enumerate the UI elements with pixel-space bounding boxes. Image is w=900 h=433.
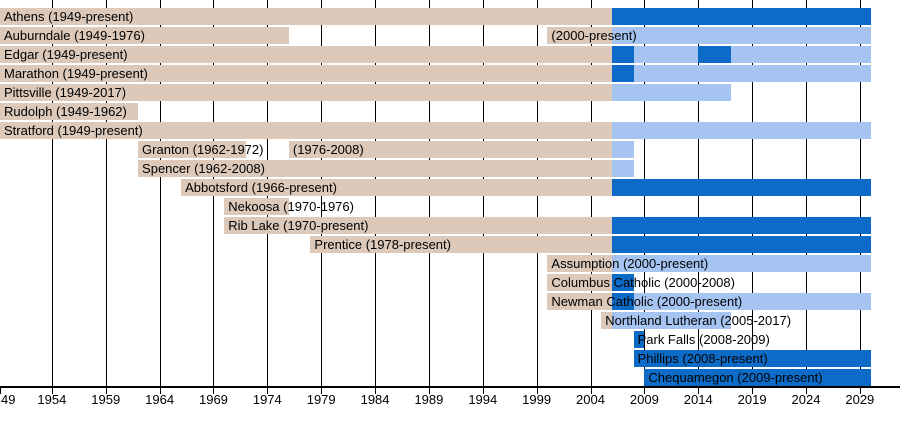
x-axis-tick-label: 1969: [198, 392, 228, 407]
bar-label: Assumption (2000-present): [551, 256, 709, 271]
bar-label: (2000-present): [551, 28, 637, 43]
bar-segment: [612, 160, 634, 177]
timeline-row: [0, 293, 900, 310]
bar-label: Phillips (2008-present): [637, 351, 768, 366]
bar-label: Spencer (1962-2008): [142, 161, 265, 176]
bar-segment: [731, 46, 871, 63]
bar-label: Rudolph (1949-1962): [4, 104, 127, 119]
timeline-row: [0, 179, 900, 196]
bar-label: Chequamegon (2009-present): [648, 370, 823, 385]
bar-label: Athens (1949-present): [4, 9, 134, 24]
bar-label: Edgar (1949-present): [4, 47, 128, 62]
x-axis-tick-label: 1994: [468, 392, 498, 407]
timeline-row: [0, 274, 900, 291]
x-axis-tick-label: 1984: [360, 392, 390, 407]
bar-label: Stratford (1949-present): [4, 123, 143, 138]
bar-segment: [634, 46, 699, 63]
bar-segment: [612, 46, 634, 63]
bar-segment: [612, 179, 871, 196]
timeline-row: [0, 103, 900, 120]
bar-segment: [612, 27, 871, 44]
bar-label: Auburndale (1949-1976): [4, 28, 145, 43]
bar-label: Nekoosa (1970-1976): [228, 199, 354, 214]
timeline-row: [0, 65, 900, 82]
timeline-row: [0, 255, 900, 272]
timeline-row: [0, 350, 900, 367]
x-axis-tick-label: 49: [1, 392, 16, 407]
timeline-row: [0, 46, 900, 63]
timeline-row: [0, 198, 900, 215]
x-axis-tick-label: 2014: [683, 392, 713, 407]
bar-label: Park Falls (2008-2009): [637, 332, 770, 347]
timeline-row: [0, 27, 900, 44]
x-axis-tick-label: 2004: [576, 392, 605, 407]
x-axis-tick-label: 1979: [306, 392, 336, 407]
x-axis-tick-label: 2024: [791, 392, 821, 407]
x-axis-tick-label: 1954: [37, 392, 67, 407]
timeline-row: [0, 369, 900, 386]
timeline-row: [0, 84, 900, 101]
bar-segment: [612, 84, 731, 101]
timeline-row: [0, 217, 900, 234]
timeline-row: [0, 331, 900, 348]
bar-segment: [634, 65, 871, 82]
x-axis-tick-label: 1999: [522, 392, 552, 407]
x-axis-tick-label: 1959: [91, 392, 121, 407]
bar-segment: [612, 122, 871, 139]
timeline-row: [0, 312, 900, 329]
timeline-row: [0, 122, 900, 139]
bar-label: Marathon (1949-present): [4, 66, 148, 81]
x-axis-line: [0, 386, 900, 388]
timeline-row: [0, 8, 900, 25]
timeline-row: [0, 141, 900, 158]
bar-label: (1976-2008): [292, 142, 364, 157]
timeline-row: [0, 236, 900, 253]
bar-segment: [612, 236, 871, 253]
x-axis-tick-label: 1974: [252, 392, 282, 407]
bar-segment: [612, 141, 634, 158]
bar-segment: [698, 46, 730, 63]
x-axis-tick-label: 2019: [737, 392, 767, 407]
bar-label: Newman Catholic (2000-present): [551, 294, 743, 309]
x-axis-tick-label: 1989: [414, 392, 444, 407]
bar-segment: [612, 217, 871, 234]
bar-label: Northland Lutheran (2005-2017): [605, 313, 792, 328]
bar-label: Pittsville (1949-2017): [4, 85, 127, 100]
timeline-row: [0, 160, 900, 177]
bar-label: Prentice (1978-present): [314, 237, 451, 252]
x-axis-tick-label: 2029: [845, 392, 875, 407]
bar-label: Granton (1962-1972): [142, 142, 264, 157]
bar-label: Abbotsford (1966-present): [185, 180, 337, 195]
x-axis-tick-label: 1964: [145, 392, 175, 407]
bar-label: Columbus Catholic (2000-2008): [551, 275, 735, 290]
bar-segment: [612, 8, 871, 25]
x-axis-tick-label: 2009: [629, 392, 659, 407]
bar-segment: [612, 65, 634, 82]
bar-label: Rib Lake (1970-present): [228, 218, 369, 233]
